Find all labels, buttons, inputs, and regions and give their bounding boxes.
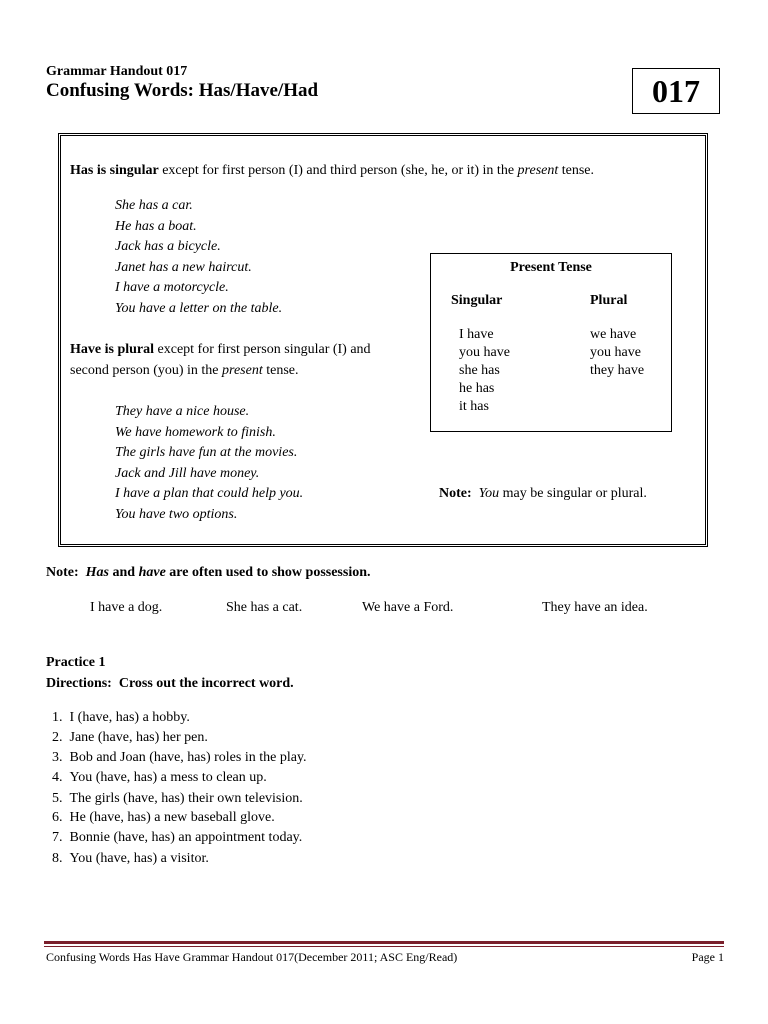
has-rule-text-b: tense. [558,163,595,178]
practice-item-number: 7. [52,830,63,845]
you-note [439,486,647,502]
have-rule-text-2a: second person (you) in the [70,363,223,378]
have-rule-emph: present [222,363,263,378]
directions-text: Cross out the incorrect word. [118,676,294,691]
have-rule-line2 [70,363,299,379]
possession-example: I have a dog. [90,600,163,615]
have-example: I have a plan that could help you. [115,486,304,501]
practice-item [52,750,307,766]
practice-item-text: Bob and Joan (have, has) roles in the play. [69,750,307,765]
have-rule-text-1: except for first person singular (I) and [154,342,371,357]
practice-item-number: 5. [52,791,63,806]
practice-item-text: You (have, has) a mess to clean up. [69,770,267,785]
practice-item [52,770,267,786]
practice-item-number: 4. [52,770,63,785]
have-example: They have a nice house. [115,404,250,419]
have-rule-line1 [70,342,371,358]
practice-item-text: Bonnie (have, has) an appointment today. [69,830,303,845]
have-example: You have two options. [115,507,238,522]
have-example: Jack and Jill have money. [115,466,260,481]
practice-item-number: 3. [52,750,63,765]
possession-example: They have an idea. [542,600,648,615]
has-example: She has a car. [115,198,193,213]
plural-form: they have [590,363,645,378]
has-rule-text-a: except for first person (I) and third person (she, he, or it) in the [158,163,518,178]
practice-title: Practice 1 [46,655,106,670]
has-rule [70,163,594,179]
practice-item-number: 6. [52,810,63,825]
possession-example: We have a Ford. [362,600,454,615]
have-rule-lead: Have is plural [70,342,155,357]
plural-form: you have [590,345,641,360]
you-note-label: Note: [439,486,472,501]
practice-item-text: You (have, has) a visitor. [69,851,209,866]
has-example: He has a boat. [115,219,197,234]
practice-item [52,730,208,746]
possession-word-has: Has [85,565,109,580]
has-example: You have a letter on the table. [115,301,283,316]
practice-item-text: I (have, has) a hobby. [69,710,190,725]
practice-item-text: He (have, has) a new baseball glove. [69,810,275,825]
have-example: The girls have fun at the movies. [115,445,298,460]
practice-item-text: Jane (have, has) her pen. [69,730,208,745]
footer-divider [44,941,724,944]
singular-form: you have [459,345,510,360]
practice-item-text: The girls (have, has) their own television. [69,791,303,806]
practice-item-number: 2. [52,730,63,745]
practice-item [52,791,303,807]
handout-subtitle: Grammar Handout 017 [46,64,188,79]
singular-form: I have [459,327,494,342]
possession-note-text: are often used to show possession. [165,565,371,580]
page-number: Page 1 [691,950,724,964]
practice-item [52,851,209,867]
practice-item [52,830,302,846]
singular-form: it has [459,399,489,414]
have-example: We have homework to finish. [115,425,276,440]
plural-header: Plural [590,293,628,308]
footer-source: Confusing Words Has Have Grammar Handout 017(December 2011; ASC Eng/Read) [46,950,458,964]
possession-word-have: have [138,565,166,580]
has-rule-lead: Has is singular [70,163,159,178]
has-example: I have a motorcycle. [115,280,229,295]
handout-number-box: 017 [632,68,720,114]
has-example: Jack has a bicycle. [115,239,221,254]
directions-label: Directions: [46,676,112,691]
singular-form: he has [459,381,495,396]
possession-note-label: Note: [46,565,79,580]
possession-note [46,565,371,581]
practice-item-number: 8. [52,851,63,866]
you-note-emph: You [478,486,500,501]
plural-form: we have [590,327,637,342]
singular-form: she has [459,363,500,378]
has-example: Janet has a new haircut. [115,260,252,275]
practice-item-number: 1. [52,710,63,725]
you-note-text: may be singular or plural. [499,486,647,501]
have-rule-text-2b: tense. [262,363,299,378]
footer-divider-thin [44,946,724,947]
page-title: Confusing Words: Has/Have/Had [46,80,319,101]
possession-example: She has a cat. [226,600,303,615]
singular-header: Singular [451,293,503,308]
present-tense-title: Present Tense [510,260,592,275]
possession-note-mid: and [109,565,139,580]
practice-directions [46,676,294,692]
practice-item [52,710,190,726]
has-rule-emph: present [517,163,559,178]
practice-item [52,810,275,826]
